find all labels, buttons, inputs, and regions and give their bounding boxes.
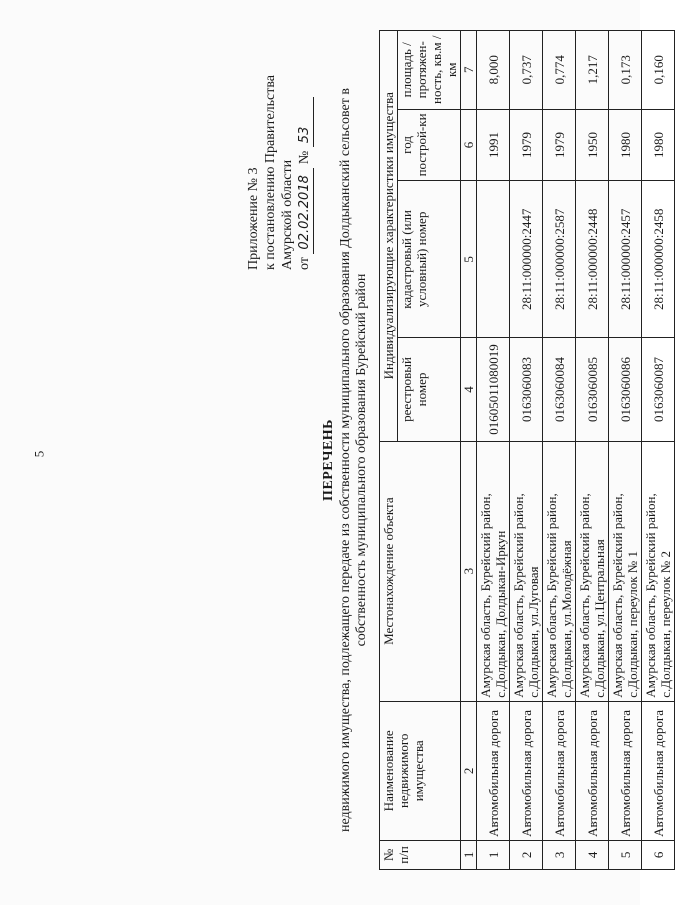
cell-name: Автомобильная дорога: [576, 701, 609, 840]
header-num: № п/п: [380, 840, 461, 869]
cell-year: 1979: [543, 109, 576, 181]
table-row: [477, 31, 510, 870]
cell-num: 4: [576, 840, 609, 869]
header-year: год построй-ки: [398, 109, 461, 181]
appendix-block: [245, 30, 314, 270]
page-number: 5: [31, 450, 47, 458]
cell-location: Амурская область, Бурейский район, с.Долдыкан, ул.Луговая: [510, 441, 543, 701]
cell-location: Амурская область, Бурейский район, с.Долдыкан, переулок № 1: [609, 441, 642, 701]
table-row: [576, 31, 609, 870]
cell-location: Амурская область, Бурейский район, с.Долдыкан, ул.Центральная: [576, 441, 609, 701]
cell-year: 1950: [576, 109, 609, 181]
appendix-line-2: к постановлению Правительства: [263, 74, 278, 270]
col-number: 4: [461, 338, 477, 441]
handwritten-date: 02.02.2018: [296, 168, 314, 254]
property-table-wrapper: [379, 30, 675, 870]
cell-reg: 0163060087: [642, 338, 675, 441]
col-number: 1: [461, 840, 477, 869]
col-number: 5: [461, 181, 477, 338]
cell-location: Амурская область, Бурейский район, с.Долдыкан, ул.Молодёжная: [543, 441, 576, 701]
table-row: [642, 31, 675, 870]
header-location: Местонахождение объекта: [380, 441, 461, 701]
header-cad: кадастровый (или условный) номер: [398, 181, 461, 338]
cell-area: 0,173: [609, 31, 642, 110]
cell-location: Амурская область, Бурейский район, с.Долдыкан, Долдыкан-Иркун: [477, 441, 510, 701]
cell-reg: 01605011080019: [477, 338, 510, 441]
header-reg: реестровый номер: [398, 338, 461, 441]
cell-area: 0,737: [510, 31, 543, 110]
col-number: 3: [461, 441, 477, 701]
cell-year: 1980: [609, 109, 642, 181]
cell-cad: 28:11:000000:2587: [543, 181, 576, 338]
handwritten-number: 53: [296, 97, 314, 147]
cell-cad: 28:11:000000:2447: [510, 181, 543, 338]
cell-name: Автомобильная дорога: [543, 701, 576, 840]
cell-num: 5: [609, 840, 642, 869]
document-subtitle-line-1: недвижимого имущества, подлежащего передаче из собственности муниципального образования Долдыканский сельсовет в: [338, 88, 353, 832]
col-number: 7: [461, 31, 477, 110]
document-subtitle-line-2: собственность муниципального образования Бурейский район: [354, 273, 369, 647]
header-group: Индивидуализирующие характеристики имущества: [380, 31, 398, 442]
col-number: 6: [461, 109, 477, 181]
column-number-row: [461, 31, 477, 870]
cell-area: 0,160: [642, 31, 675, 110]
cell-num: 3: [543, 840, 576, 869]
cell-location: Амурская область, Бурейский район, с.Долдыкан, переулок № 2: [642, 441, 675, 701]
cell-name: Автомобильная дорога: [609, 701, 642, 840]
number-label: №: [297, 150, 312, 165]
cell-reg: 0163060084: [543, 338, 576, 441]
cell-reg: 0163060086: [609, 338, 642, 441]
col-number: 2: [461, 701, 477, 840]
cell-reg: 0163060083: [510, 338, 543, 441]
cell-year: 1991: [477, 109, 510, 181]
cell-year: 1979: [510, 109, 543, 181]
cell-num: 6: [642, 840, 675, 869]
table-row: [510, 31, 543, 870]
table-row: [543, 31, 576, 870]
cell-area: 8,000: [477, 31, 510, 110]
appendix-date-line: [296, 30, 314, 270]
cell-num: 1: [477, 840, 510, 869]
property-table: [379, 30, 675, 870]
from-label: от: [297, 257, 312, 270]
cell-year: 1980: [642, 109, 675, 181]
appendix-line-1: Приложение № 3: [246, 167, 261, 270]
cell-cad: 28:11:000000:2448: [576, 181, 609, 338]
appendix-line-3: Амурской области: [280, 159, 295, 270]
document-title-block: [321, 30, 370, 890]
document-title: ПЕРЕЧЕНЬ: [321, 419, 336, 501]
cell-cad: [477, 181, 510, 338]
cell-area: 1,217: [576, 31, 609, 110]
header-area: площадь / протяжен-ность, кв.м / км: [398, 31, 461, 110]
cell-name: Автомобильная дорога: [510, 701, 543, 840]
cell-cad: 28:11:000000:2457: [609, 181, 642, 338]
cell-area: 0,774: [543, 31, 576, 110]
cell-num: 2: [510, 840, 543, 869]
cell-name: Автомобильная дорога: [642, 701, 675, 840]
header-row-1: [380, 31, 398, 870]
cell-cad: 28:11:000000:2458: [642, 181, 675, 338]
rotated-document-content: [245, 30, 673, 890]
cell-name: Автомобильная дорога: [477, 701, 510, 840]
header-name: Наименование недвижимого имущества: [380, 701, 461, 840]
table-row: [609, 31, 642, 870]
cell-reg: 0163060085: [576, 338, 609, 441]
